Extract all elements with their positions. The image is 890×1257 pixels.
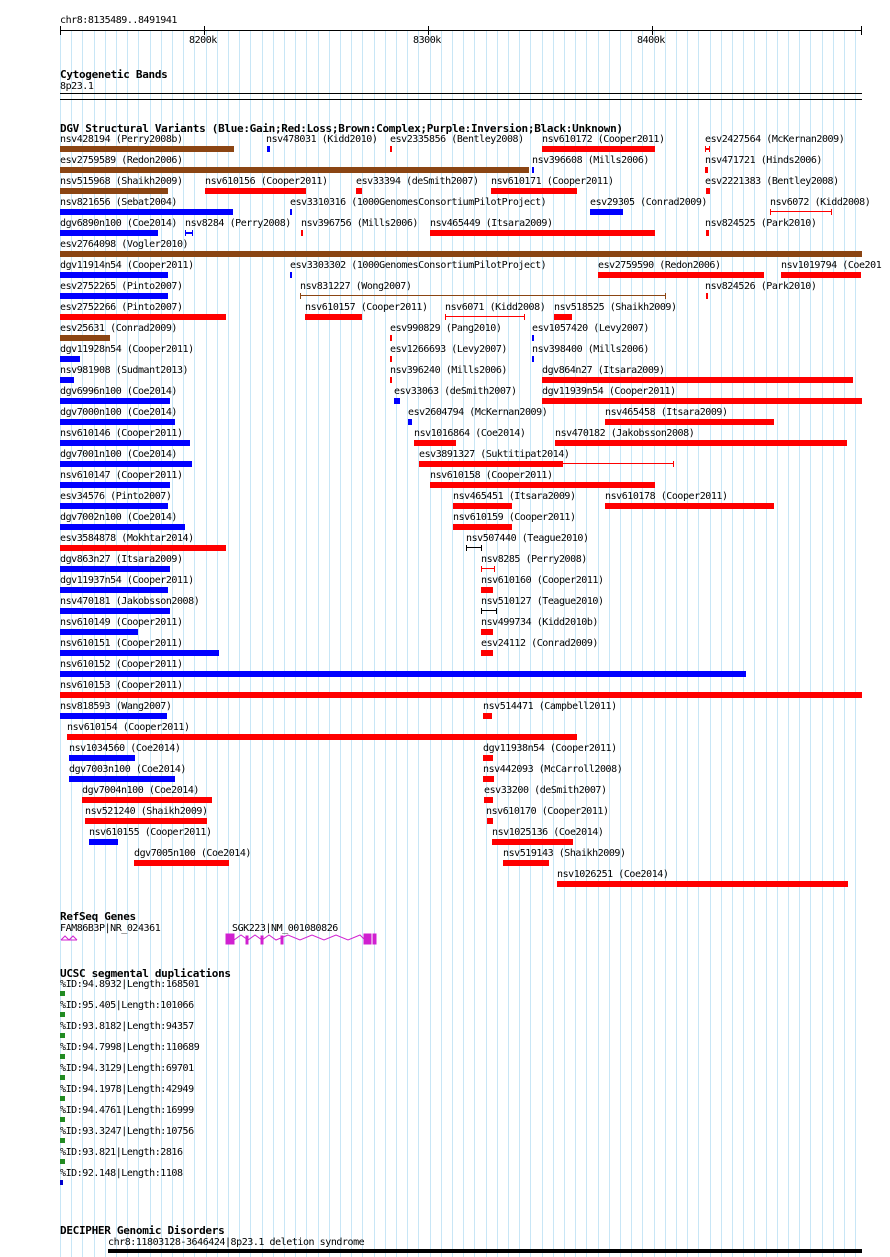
segdup-item-label[interactable]: %ID:94.7998|Length:110689 bbox=[60, 1042, 200, 1053]
dgv-feature-label[interactable]: esv3891327 (Suktitipat2014) bbox=[419, 449, 570, 460]
dgv-feature-bar[interactable] bbox=[542, 398, 862, 404]
dgv-feature-label[interactable]: nsv610170 (Cooper2011) bbox=[486, 806, 609, 817]
dgv-feature-label[interactable]: esv29305 (Conrad2009) bbox=[590, 197, 707, 208]
dgv-feature-bar[interactable] bbox=[60, 167, 529, 173]
dgv-feature-label[interactable]: nsv470181 (Jakobsson2008) bbox=[60, 596, 200, 607]
segdup-track-title[interactable]: UCSC segmental duplications bbox=[60, 967, 231, 980]
dgv-feature-label[interactable]: nsv610160 (Cooper2011) bbox=[481, 575, 604, 586]
dgv-feature-label[interactable]: nsv610156 (Cooper2011) bbox=[205, 176, 328, 187]
dgv-feature-label[interactable]: nsv610159 (Cooper2011) bbox=[453, 512, 576, 523]
dgv-feature-bar[interactable] bbox=[60, 524, 185, 530]
dgv-feature-label[interactable]: nsv824525 (Park2010) bbox=[705, 218, 817, 229]
ruler-tick-label: 8200k bbox=[189, 35, 217, 46]
dgv-feature-label[interactable]: nsv821656 (Sebat2004) bbox=[60, 197, 177, 208]
dgv-feature-bar[interactable] bbox=[185, 232, 193, 234]
cytoband-label: 8p23.1 bbox=[60, 81, 94, 92]
dgv-feature-bar[interactable] bbox=[60, 671, 746, 677]
dgv-feature-label[interactable]: dgv11914n54 (Cooper2011) bbox=[60, 260, 194, 271]
dgv-feature-end-tick bbox=[300, 293, 301, 299]
dgv-feature-bar[interactable] bbox=[390, 377, 392, 383]
dgv-feature-bar[interactable] bbox=[60, 272, 168, 278]
dgv-feature-bar[interactable] bbox=[445, 316, 525, 317]
dgv-feature-bar[interactable] bbox=[60, 335, 110, 341]
dgv-feature-label[interactable]: nsv518525 (Shaikh2009) bbox=[554, 302, 677, 313]
dgv-feature-bar[interactable] bbox=[557, 881, 848, 887]
dgv-feature-bar[interactable] bbox=[419, 461, 563, 467]
dgv-feature-end-tick bbox=[494, 566, 495, 572]
dgv-feature-bar[interactable] bbox=[267, 146, 270, 152]
segdup-item-label[interactable]: %ID:93.8182|Length:94357 bbox=[60, 1021, 194, 1032]
dgv-feature-label[interactable]: dgv6996n100 (Coe2014) bbox=[60, 386, 177, 397]
dgv-feature-end-tick bbox=[770, 209, 771, 215]
dgv-feature-bar[interactable] bbox=[453, 524, 512, 530]
dgv-feature-end-tick bbox=[524, 314, 525, 320]
dgv-feature-bar[interactable] bbox=[390, 356, 392, 362]
dgv-feature-label[interactable]: dgv863n27 (Itsara2009) bbox=[60, 554, 183, 565]
dgv-feature-end-tick bbox=[419, 461, 420, 467]
segdup-item-label[interactable]: %ID:92.148|Length:1108 bbox=[60, 1168, 183, 1179]
dgv-feature-label[interactable]: esv1266693 (Levy2007) bbox=[390, 344, 507, 355]
dgv-feature-label[interactable]: dgv864n27 (Itsara2009) bbox=[542, 365, 665, 376]
segdup-item-bar[interactable] bbox=[60, 1012, 65, 1017]
dgv-feature-label[interactable]: nsv610158 (Cooper2011) bbox=[430, 470, 553, 481]
dgv-feature-bar[interactable] bbox=[706, 188, 710, 194]
dgv-feature-label[interactable]: nsv514471 (Campbell2011) bbox=[483, 701, 617, 712]
segdup-item-label[interactable]: %ID:94.4761|Length:16999 bbox=[60, 1105, 194, 1116]
dgv-feature-bar[interactable] bbox=[706, 293, 708, 299]
dgv-feature-bar[interactable] bbox=[706, 230, 709, 236]
dgv-feature-bar[interactable] bbox=[60, 356, 80, 362]
dgv-feature-label[interactable]: nsv470182 (Jakobsson2008) bbox=[555, 428, 695, 439]
dgv-feature-bar[interactable] bbox=[605, 503, 774, 509]
dgv-feature-label[interactable]: nsv465451 (Itsara2009) bbox=[453, 491, 576, 502]
refseq-gene-label[interactable]: SGK223|NM_001080826 bbox=[232, 923, 338, 934]
dgv-feature-label[interactable]: nsv510127 (Teague2010) bbox=[481, 596, 604, 607]
dgv-feature-bar[interactable] bbox=[487, 818, 493, 824]
dgv-feature-label[interactable]: esv990829 (Pang2010) bbox=[390, 323, 502, 334]
dgv-feature-bar[interactable] bbox=[60, 314, 226, 320]
dgv-feature-label[interactable]: nsv818593 (Wang2007) bbox=[60, 701, 172, 712]
dgv-feature-label[interactable]: esv24112 (Conrad2009) bbox=[481, 638, 598, 649]
dgv-feature-label[interactable]: esv3584878 (Mokhtar2014) bbox=[60, 533, 194, 544]
dgv-feature-label[interactable]: esv3310316 (1000GenomesConsortiumPilotProject) bbox=[290, 197, 547, 208]
dgv-feature-bar[interactable] bbox=[60, 209, 233, 215]
dgv-feature-bar[interactable] bbox=[419, 463, 674, 464]
dgv-feature-bar[interactable] bbox=[781, 272, 861, 278]
dgv-feature-label[interactable]: nsv610155 (Cooper2011) bbox=[89, 827, 212, 838]
dgv-feature-bar[interactable] bbox=[414, 440, 456, 446]
dgv-feature-label[interactable]: esv33200 (deSmith2007) bbox=[484, 785, 607, 796]
dgv-feature-end-tick bbox=[665, 293, 666, 299]
dgv-feature-bar[interactable] bbox=[67, 734, 577, 740]
dgv-feature-label[interactable]: esv2759589 (Redon2006) bbox=[60, 155, 183, 166]
dgv-feature-bar[interactable] bbox=[542, 377, 853, 383]
dgv-feature-label[interactable]: nsv824526 (Park2010) bbox=[705, 281, 817, 292]
dgv-feature-bar[interactable] bbox=[532, 335, 534, 341]
dgv-feature-bar[interactable] bbox=[605, 419, 774, 425]
dgv-feature-bar[interactable] bbox=[453, 503, 512, 509]
dgv-feature-bar[interactable] bbox=[356, 188, 362, 194]
dgv-feature-label[interactable]: nsv499734 (Kidd2010b) bbox=[481, 617, 598, 628]
dgv-feature-bar[interactable] bbox=[430, 482, 655, 488]
dgv-feature-bar[interactable] bbox=[60, 545, 226, 551]
dgv-feature-end-tick bbox=[481, 608, 482, 614]
segdup-item-bar[interactable] bbox=[60, 1180, 63, 1185]
dgv-feature-label[interactable]: dgv11938n54 (Cooper2011) bbox=[483, 743, 617, 754]
dgv-feature-bar[interactable] bbox=[60, 713, 167, 719]
dgv-feature-label[interactable]: nsv396240 (Mills2006) bbox=[390, 365, 507, 376]
refseq-gene-label[interactable]: FAM86B3P|NR_024361 bbox=[60, 923, 161, 934]
dgv-feature-label[interactable]: esv2335856 (Bentley2008) bbox=[390, 134, 524, 145]
dgv-feature-bar[interactable] bbox=[481, 610, 497, 611]
segdup-item-bar[interactable] bbox=[60, 1054, 65, 1059]
dgv-feature-bar[interactable] bbox=[82, 797, 212, 803]
dgv-feature-label[interactable]: dgv7003n100 (Coe2014) bbox=[69, 764, 186, 775]
dgv-feature-bar[interactable] bbox=[532, 167, 534, 173]
segdup-item-label[interactable]: %ID:93.821|Length:2816 bbox=[60, 1147, 183, 1158]
dgv-feature-label[interactable]: esv2764098 (Vogler2010) bbox=[60, 239, 189, 250]
dgv-feature-label[interactable]: nsv610147 (Cooper2011) bbox=[60, 470, 183, 481]
dgv-feature-label[interactable]: nsv610149 (Cooper2011) bbox=[60, 617, 183, 628]
segdup-item-bar[interactable] bbox=[60, 1117, 65, 1122]
dgv-feature-bar[interactable] bbox=[542, 146, 655, 152]
dgv-feature-bar[interactable] bbox=[483, 713, 492, 719]
dgv-feature-label[interactable]: esv34576 (Pinto2007) bbox=[60, 491, 172, 502]
refseq-gene-glyphs[interactable] bbox=[55, 932, 385, 948]
dgv-feature-label[interactable]: nsv6072 (Kidd2008) bbox=[770, 197, 871, 208]
dgv-feature-bar[interactable] bbox=[305, 314, 362, 320]
ruler-line bbox=[60, 30, 862, 31]
dgv-feature-bar[interactable] bbox=[300, 295, 666, 296]
segdup-item-label[interactable]: %ID:94.8932|Length:168501 bbox=[60, 979, 200, 990]
dgv-feature-label[interactable]: esv3303302 (1000GenomesConsortiumPilotProject) bbox=[290, 260, 547, 271]
dgv-feature-label[interactable]: dgv7005n100 (Coe2014) bbox=[134, 848, 251, 859]
dgv-feature-label[interactable]: esv25631 (Conrad2009) bbox=[60, 323, 177, 334]
dgv-feature-bar[interactable] bbox=[430, 230, 655, 236]
decipher-item-bar[interactable] bbox=[108, 1249, 862, 1253]
dgv-feature-bar[interactable] bbox=[481, 568, 495, 569]
dgv-feature-bar[interactable] bbox=[60, 377, 74, 383]
dgv-feature-label[interactable]: nsv610146 (Cooper2011) bbox=[60, 428, 183, 439]
dgv-feature-label[interactable]: nsv610157 (Cooper2011) bbox=[305, 302, 428, 313]
dgv-feature-bar[interactable] bbox=[60, 419, 175, 425]
dgv-feature-label[interactable]: nsv398400 (Mills2006) bbox=[532, 344, 649, 355]
dgv-feature-bar[interactable] bbox=[705, 148, 710, 150]
segdup-item-bar[interactable] bbox=[60, 1033, 65, 1038]
refseq-track-title[interactable]: RefSeq Genes bbox=[60, 910, 136, 923]
dgv-feature-label[interactable]: nsv6071 (Kidd2008) bbox=[445, 302, 546, 313]
dgv-feature-label[interactable]: dgv7002n100 (Coe2014) bbox=[60, 512, 177, 523]
dgv-feature-label[interactable]: nsv610171 (Cooper2011) bbox=[491, 176, 614, 187]
dgv-feature-bar[interactable] bbox=[60, 230, 158, 236]
dgv-feature-bar[interactable] bbox=[466, 547, 482, 548]
dgv-feature-label[interactable]: nsv831227 (Wong2007) bbox=[300, 281, 412, 292]
decipher-item-label[interactable]: chr8:11803128-3646424|8p23.1 deletion syndrome bbox=[108, 1237, 365, 1248]
dgv-feature-bar[interactable] bbox=[60, 692, 862, 698]
dgv-feature-label[interactable]: dgv11937n54 (Cooper2011) bbox=[60, 575, 194, 586]
dgv-feature-label[interactable]: esv2752265 (Pinto2007) bbox=[60, 281, 183, 292]
dgv-feature-bar[interactable] bbox=[60, 503, 168, 509]
segdup-item-label[interactable]: %ID:93.3247|Length:10756 bbox=[60, 1126, 194, 1137]
dgv-feature-label[interactable]: dgv11928n54 (Cooper2011) bbox=[60, 344, 194, 355]
dgv-feature-end-tick bbox=[673, 461, 674, 467]
dgv-feature-label[interactable]: nsv1019794 (Coe201 bbox=[781, 260, 882, 271]
dgv-feature-bar[interactable] bbox=[481, 650, 493, 656]
segdup-item-label[interactable]: %ID:94.1978|Length:42949 bbox=[60, 1084, 194, 1095]
cytoband-line bbox=[60, 93, 862, 94]
dgv-feature-label[interactable]: esv1057420 (Levy2007) bbox=[532, 323, 649, 334]
dgv-feature-bar[interactable] bbox=[555, 440, 847, 446]
dgv-feature-label[interactable]: esv2752266 (Pinto2007) bbox=[60, 302, 183, 313]
dgv-feature-bar[interactable] bbox=[491, 188, 577, 194]
dgv-feature-label[interactable]: nsv471721 (Hinds2006) bbox=[705, 155, 822, 166]
dgv-feature-bar[interactable] bbox=[69, 755, 135, 761]
dgv-feature-label[interactable]: nsv396756 (Mills2006) bbox=[301, 218, 418, 229]
dgv-feature-label[interactable]: nsv1025136 (Coe2014) bbox=[492, 827, 604, 838]
dgv-feature-label[interactable]: nsv981908 (Sudmant2013) bbox=[60, 365, 189, 376]
dgv-feature-bar[interactable] bbox=[60, 629, 138, 635]
dgv-feature-label[interactable]: nsv610152 (Cooper2011) bbox=[60, 659, 183, 670]
dgv-feature-label[interactable]: dgv7004n100 (Coe2014) bbox=[82, 785, 199, 796]
dgv-feature-bar[interactable] bbox=[60, 650, 219, 656]
dgv-feature-label[interactable]: nsv610172 (Cooper2011) bbox=[542, 134, 665, 145]
dgv-feature-bar[interactable] bbox=[481, 587, 493, 593]
dgv-feature-label[interactable]: dgv7000n100 (Coe2014) bbox=[60, 407, 177, 418]
dgv-feature-label[interactable]: nsv8284 (Perry2008) bbox=[185, 218, 291, 229]
dgv-feature-label[interactable]: nsv1016864 (Coe2014) bbox=[414, 428, 526, 439]
dgv-feature-bar[interactable] bbox=[390, 146, 392, 152]
dgv-feature-bar[interactable] bbox=[60, 251, 862, 257]
dgv-feature-label[interactable]: dgv11939n54 (Cooper2011) bbox=[542, 386, 676, 397]
dgv-feature-bar[interactable] bbox=[60, 587, 168, 593]
dgv-feature-label[interactable]: nsv610178 (Cooper2011) bbox=[605, 491, 728, 502]
dgv-feature-bar[interactable] bbox=[770, 211, 832, 212]
dgv-feature-bar[interactable] bbox=[134, 860, 229, 866]
dgv-feature-label[interactable]: nsv1026251 (Coe2014) bbox=[557, 869, 669, 880]
dgv-feature-label[interactable]: nsv8285 (Perry2008) bbox=[481, 554, 587, 565]
dgv-feature-bar[interactable] bbox=[205, 188, 306, 194]
cytoband-line bbox=[60, 99, 862, 100]
dgv-feature-label[interactable]: nsv478031 (Kidd2010) bbox=[266, 134, 378, 145]
dgv-track-title[interactable]: DGV Structural Variants (Blue:Gain;Red:Loss;Brown:Complex;Purple:Inversion;Black:Unknown) bbox=[60, 122, 623, 135]
dgv-feature-bar[interactable] bbox=[290, 272, 292, 278]
dgv-feature-end-tick bbox=[496, 608, 497, 614]
dgv-feature-label[interactable]: nsv442093 (McCarroll2008) bbox=[483, 764, 623, 775]
dgv-feature-bar[interactable] bbox=[394, 398, 400, 404]
dgv-feature-label[interactable]: esv2221383 (Bentley2008) bbox=[705, 176, 839, 187]
dgv-feature-bar[interactable] bbox=[483, 776, 494, 782]
dgv-feature-end-tick bbox=[466, 545, 467, 551]
dgv-feature-bar[interactable] bbox=[301, 230, 303, 236]
dgv-feature-bar[interactable] bbox=[89, 839, 118, 845]
dgv-feature-bar[interactable] bbox=[60, 440, 190, 446]
dgv-feature-label[interactable]: dgv7001n100 (Coe2014) bbox=[60, 449, 177, 460]
dgv-feature-label[interactable]: nsv610154 (Cooper2011) bbox=[67, 722, 190, 733]
dgv-feature-bar[interactable] bbox=[492, 839, 573, 845]
dgv-feature-bar[interactable] bbox=[484, 797, 493, 803]
dgv-feature-bar[interactable] bbox=[85, 818, 207, 824]
dgv-feature-bar[interactable] bbox=[60, 398, 170, 404]
dgv-feature-bar[interactable] bbox=[503, 860, 549, 866]
dgv-feature-bar[interactable] bbox=[598, 272, 764, 278]
dgv-feature-end-tick bbox=[831, 209, 832, 215]
dgv-feature-bar[interactable] bbox=[532, 356, 534, 362]
dgv-feature-bar[interactable] bbox=[590, 209, 623, 215]
dgv-feature-bar[interactable] bbox=[390, 335, 392, 341]
cytoband-track-title[interactable]: Cytogenetic Bands bbox=[60, 68, 168, 81]
dgv-feature-label[interactable]: nsv515968 (Shaikh2009) bbox=[60, 176, 183, 187]
dgv-feature-bar[interactable] bbox=[290, 209, 292, 215]
dgv-feature-label[interactable]: esv2604794 (McKernan2009) bbox=[408, 407, 548, 418]
dgv-feature-bar[interactable] bbox=[69, 776, 175, 782]
dgv-feature-label[interactable]: esv33063 (deSmith2007) bbox=[394, 386, 517, 397]
region-label: chr8:8135489..8491941 bbox=[60, 15, 177, 26]
segdup-item-bar[interactable] bbox=[60, 991, 65, 996]
segdup-item-bar[interactable] bbox=[60, 1159, 65, 1164]
dgv-feature-label[interactable]: nsv465458 (Itsara2009) bbox=[605, 407, 728, 418]
dgv-feature-label[interactable]: dgv6890n100 (Coe2014) bbox=[60, 218, 177, 229]
dgv-feature-bar[interactable] bbox=[60, 482, 170, 488]
dgv-feature-bar[interactable] bbox=[60, 293, 168, 299]
dgv-feature-bar[interactable] bbox=[705, 167, 708, 173]
dgv-feature-label[interactable]: nsv610151 (Cooper2011) bbox=[60, 638, 183, 649]
dgv-feature-bar[interactable] bbox=[483, 755, 493, 761]
segdup-item-label[interactable]: %ID:94.3129|Length:69701 bbox=[60, 1063, 194, 1074]
dgv-feature-bar[interactable] bbox=[408, 419, 412, 425]
dgv-feature-label[interactable]: nsv519143 (Shaikh2009) bbox=[503, 848, 626, 859]
dgv-feature-bar[interactable] bbox=[60, 608, 170, 614]
dgv-feature-label[interactable]: esv2427564 (McKernan2009) bbox=[705, 134, 845, 145]
segdup-item-bar[interactable] bbox=[60, 1138, 65, 1143]
dgv-feature-bar[interactable] bbox=[554, 314, 572, 320]
dgv-feature-bar[interactable] bbox=[481, 629, 493, 635]
dgv-feature-bar[interactable] bbox=[60, 566, 170, 572]
dgv-feature-end-tick bbox=[481, 545, 482, 551]
ruler-tick-label: 8400k bbox=[637, 35, 665, 46]
dgv-feature-label[interactable]: nsv1034560 (Coe2014) bbox=[69, 743, 181, 754]
dgv-feature-bar[interactable] bbox=[60, 188, 168, 194]
dgv-feature-bar[interactable] bbox=[60, 461, 192, 467]
dgv-feature-label[interactable]: nsv521240 (Shaikh2009) bbox=[85, 806, 208, 817]
segdup-item-bar[interactable] bbox=[60, 1096, 65, 1101]
dgv-feature-label[interactable]: nsv507440 (Teague2010) bbox=[466, 533, 589, 544]
segdup-item-label[interactable]: %ID:95.405|Length:101066 bbox=[60, 1000, 194, 1011]
dgv-feature-label[interactable]: esv2759590 (Redon2006) bbox=[598, 260, 721, 271]
segdup-item-bar[interactable] bbox=[60, 1075, 65, 1080]
dgv-feature-end-tick bbox=[481, 566, 482, 572]
ruler-tick-label: 8300k bbox=[413, 35, 441, 46]
dgv-feature-label[interactable]: esv33394 (deSmith2007) bbox=[356, 176, 479, 187]
dgv-feature-label[interactable]: nsv465449 (Itsara2009) bbox=[430, 218, 553, 229]
dgv-feature-label[interactable]: nsv428194 (Perry2008b) bbox=[60, 134, 183, 145]
dgv-feature-end-tick bbox=[445, 314, 446, 320]
dgv-feature-label[interactable]: nsv396608 (Mills2006) bbox=[532, 155, 649, 166]
dgv-feature-bar[interactable] bbox=[60, 146, 234, 152]
dgv-feature-label[interactable]: nsv610153 (Cooper2011) bbox=[60, 680, 183, 691]
decipher-track-title[interactable]: DECIPHER Genomic Disorders bbox=[60, 1224, 225, 1237]
